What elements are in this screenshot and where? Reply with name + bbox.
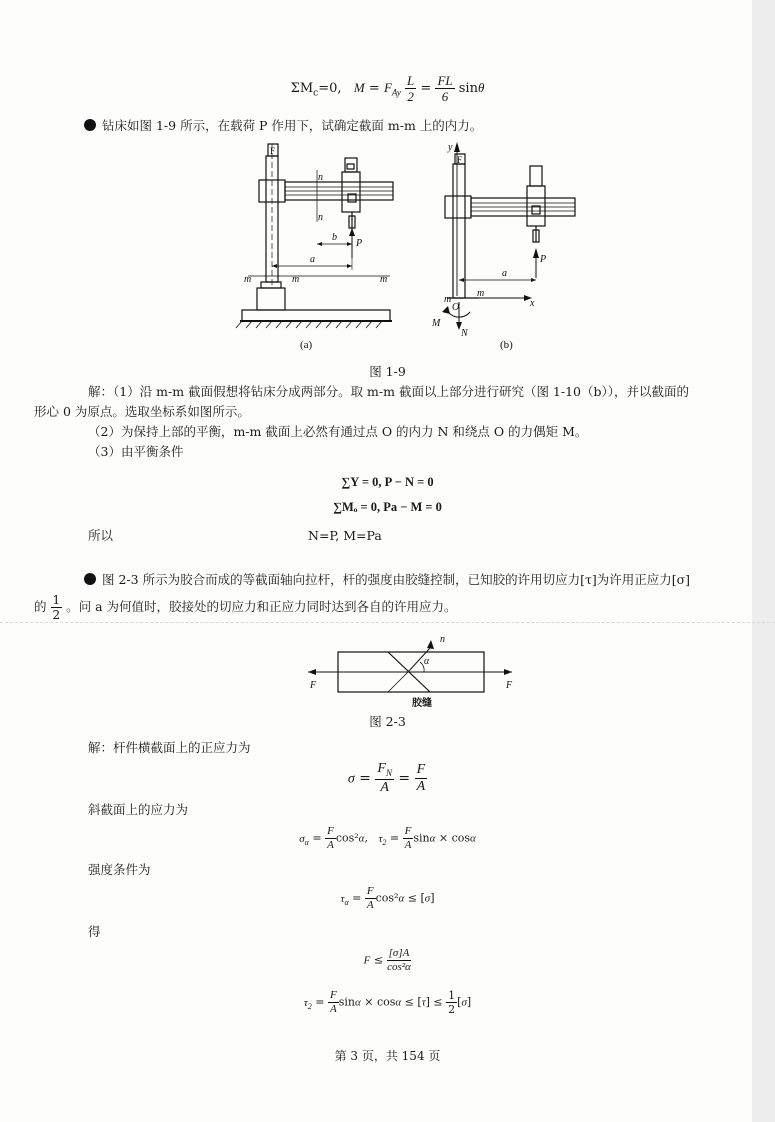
svg-text:a: a bbox=[310, 254, 315, 265]
figure-a-label: (a) bbox=[300, 339, 313, 351]
equation-sigma: σ = $\frac{F_N}{A}$ = $\frac{F}{A}$ bbox=[347, 761, 426, 795]
solution-2-line-4: 得 bbox=[88, 924, 101, 939]
equation-2: ∑Mₒ = 0, Pa − M = 0 bbox=[333, 500, 442, 514]
solution-2-line-1: 解：杆件横截面上的正应力为 bbox=[88, 740, 251, 755]
equation-result-f: F ≤ $\frac{[\sigma]A}{\text{cos²α}}$ bbox=[363, 947, 411, 973]
bullet-icon bbox=[84, 119, 96, 131]
svg-text:P: P bbox=[540, 254, 547, 265]
svg-text:m: m bbox=[380, 274, 388, 285]
svg-text:n: n bbox=[440, 634, 445, 645]
solution-1-line-2: 形心 0 为原点。选取坐标系如图所示。 bbox=[34, 404, 250, 419]
svg-text:F: F bbox=[310, 680, 317, 691]
svg-text:x: x bbox=[530, 298, 535, 309]
svg-text:N: N bbox=[461, 328, 468, 339]
solution-2-line-3: 强度条件为 bbox=[88, 862, 151, 877]
equation-top: $\Sigma M_c=0$, $M = F_{Ay}$ $\frac{L}{2}$ = $\frac{FL}{6}$ sinθ bbox=[290, 73, 485, 104]
svg-text:m: m bbox=[292, 274, 300, 285]
svg-text:F: F bbox=[270, 146, 276, 156]
equation-tau: $\tau_2$ = $\frac{F}{A}$ sinα × cosα ≤ [τ] ≤ $\frac{1}{2}$ [σ] bbox=[303, 989, 472, 1016]
solution-2-line-2: 斜截面上的应力为 bbox=[88, 802, 189, 817]
result: N=P, M=Pa bbox=[308, 528, 382, 543]
equation-oblique: $\sigma_\alpha$ = $\frac{F}{A}$ cos²α, $\tau_2$ = $\frac{F}{A}$ sinα × cosα bbox=[299, 825, 476, 851]
question-2-line-1 bbox=[84, 570, 690, 590]
bullet-icon bbox=[84, 573, 96, 585]
question-1-text: 钻床如图 1-9 所示，在载荷 P 作用下，试确定截面 m-m 上的内力。 bbox=[102, 118, 483, 133]
svg-text:m: m bbox=[244, 274, 252, 285]
figure-b-label: (b) bbox=[500, 339, 513, 351]
question-2-text-1: 图 2-3 所示为胶合而成的等截面轴向拉杆，杆的强度由胶缝控制，已知胶的许用切应力[τ]为许用正应力[σ] bbox=[102, 572, 691, 587]
svg-text:m: m bbox=[477, 288, 485, 299]
svg-text:M: M bbox=[432, 318, 441, 329]
svg-text:O: O bbox=[452, 302, 460, 313]
figure-2-3-caption: 图 2-3 bbox=[369, 714, 406, 729]
svg-text:n: n bbox=[318, 172, 323, 183]
svg-text:P: P bbox=[356, 238, 363, 249]
glue-label: 胶缝 bbox=[412, 698, 432, 709]
figure-1-9-caption: 图 1-9 bbox=[369, 364, 406, 379]
equation-1: ∑Y = 0, P − N = 0 bbox=[341, 475, 434, 489]
solution-1-line-3: （2）为保持上部的平衡，m-m 截面上必然有通过点 O 的内力 N 和绕点 O 的力偶矩 M。 bbox=[88, 424, 588, 439]
question-2-line-2: 的 $\frac{1}{2}$ 。问 a 为何值时，胶接处的切应力和正应力同时达到各自的许用应力。 bbox=[34, 593, 457, 622]
so-label: 所以 bbox=[88, 528, 114, 543]
svg-text:F: F bbox=[457, 155, 463, 165]
solution-1-line-1: 解：（1）沿 m-m 截面假想将钻床分成两部分。取 m-m 截面以上部分进行研究（图 1-10（b）），并以截面的 bbox=[88, 384, 690, 399]
page-footer: 第 3 页，共 154 页 bbox=[334, 1049, 441, 1063]
svg-text:a: a bbox=[502, 268, 507, 279]
solution-1-line-4: （3）由平衡条件 bbox=[88, 444, 184, 459]
figure-2-3 bbox=[300, 630, 530, 710]
svg-text:y: y bbox=[448, 142, 453, 153]
svg-text:α: α bbox=[424, 656, 430, 667]
scan-fold-line bbox=[0, 622, 775, 623]
svg-text:n: n bbox=[318, 212, 323, 223]
figure-1-9 bbox=[232, 136, 602, 358]
equation-strength: $\tau_\alpha$ = $\frac{F}{A}$ cos²α ≤ [σ] bbox=[340, 885, 435, 911]
svg-text:m: m bbox=[444, 294, 452, 305]
question-1 bbox=[84, 116, 482, 136]
svg-text:b: b bbox=[332, 232, 337, 243]
svg-text:F: F bbox=[506, 680, 513, 691]
